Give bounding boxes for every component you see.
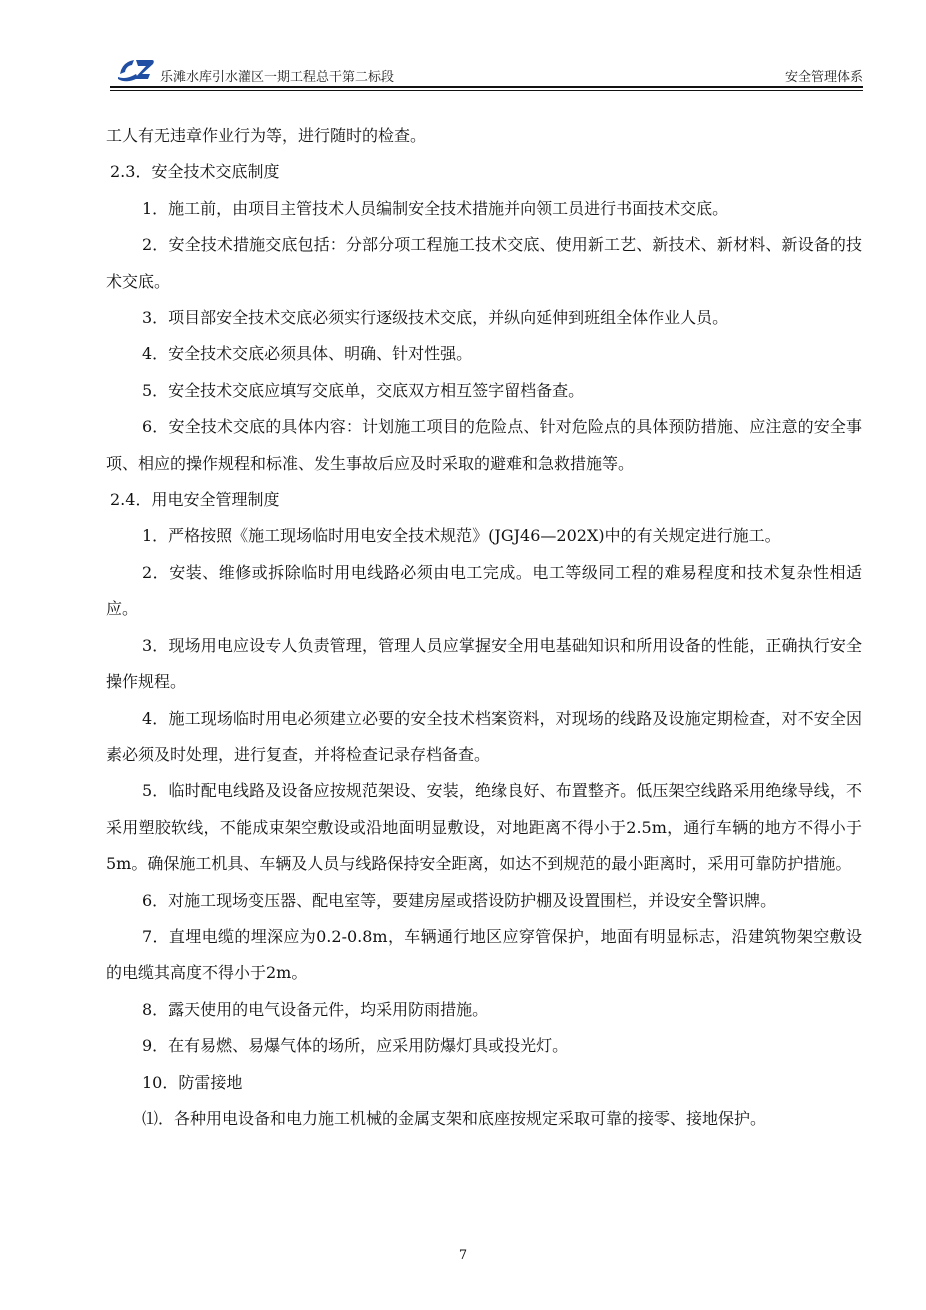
section-heading: 2.4．用电安全管理制度 — [110, 490, 280, 510]
paragraph: 5．临时配电线路及设备应按规范架设、安装，绝缘良好、布置整齐。低压架空线路采用绝缘导线，不采用塑胶软线，不能成束架空敷设或沿地面明显敷设，对地距离不得小于2.5m，通行车辆的地方不得小于5m。确保施工机具、车辆及人员与线路保持安全距离，如达不到规范的最小距离时，采用可靠防护措施。 — [106, 781, 862, 874]
header-rule-thin — [110, 90, 863, 91]
paragraph: 工人有无违章作业行为等，进行随时的检查。 — [106, 126, 427, 145]
paragraph: 1．施工前，由项目主管技术人员编制安全技术措施并向领工员进行书面技术交底。 — [142, 198, 729, 218]
paragraph: 4．施工现场临时用电必须建立必要的安全技术档案资料，对现场的线路及设施定期检查，对不安全因素必须及时处理，进行复查，并将检查记录存档备查。 — [106, 708, 862, 764]
document-body — [106, 118, 862, 1137]
section-title: 安全管理体系 — [784, 70, 863, 85]
section-heading: 2.3．安全技术交底制度 — [110, 162, 280, 182]
paragraph: 2．安装、维修或拆除临时用电线路必须由电工完成。电工等级同工程的难易程度和技术复杂性相适应。 — [106, 562, 862, 619]
project-title: 乐滩水库引水灌区一期工程总干第二标段 — [160, 70, 395, 85]
paragraph: 4．安全技术交底必须具体、明确、针对性强。 — [142, 344, 473, 364]
page-number: 7 — [458, 1248, 468, 1263]
paragraph: 7．直埋电缆的埋深应为0.2-0.8m，车辆通行地区应穿管保护，地面有明显标志，沿建筑物架空敷设的电缆其高度不得小于2m。 — [106, 926, 862, 983]
paragraph: 5．安全技术交底应填写交底单，交底双方相互签字留档备查。 — [142, 380, 585, 400]
paragraph: ⑴．各种用电设备和电力施工机械的金属支架和底座按规定采取可靠的接零、接地保护。 — [142, 1108, 767, 1128]
paragraph: 3．项目部安全技术交底必须实行逐级技术交底，并纵向延伸到班组全体作业人员。 — [142, 308, 729, 328]
paragraph: 2．安全技术措施交底包括：分部分项工程施工技术交底、使用新工艺、新技术、新材料、新设备的技术交底。 — [106, 235, 862, 291]
paragraph: 10．防雷接地 — [142, 1072, 243, 1092]
paragraph: 1．严格按照《施工现场临时用电安全技术规范》(JGJ46—202X)中的有关规定进行施工。 — [142, 526, 781, 546]
page-header — [110, 52, 863, 88]
paragraph: 8．露天使用的电气设备元件，均采用防雨措施。 — [142, 999, 489, 1019]
paragraph: 3．现场用电应设专人负责管理，管理人员应掌握安全用电基础知识和所用设备的性能，正确执行安全操作规程。 — [106, 635, 862, 692]
paragraph: 6．对施工现场变压器、配电室等，要建房屋或搭设防护棚及设置围栏，并设安全警识牌。 — [142, 890, 777, 910]
header-rule — [110, 86, 863, 88]
paragraph: 6．安全技术交底的具体内容：计划施工项目的危险点、针对危险点的具体预防措施、应注意的安全事项、相应的操作规程和标准、发生事故后应及时采取的避难和急救措施等。 — [106, 417, 862, 473]
paragraph: 9．在有易燃、易爆气体的场所，应采用防爆灯具或投光灯。 — [142, 1036, 569, 1056]
company-logo-icon — [116, 54, 156, 82]
